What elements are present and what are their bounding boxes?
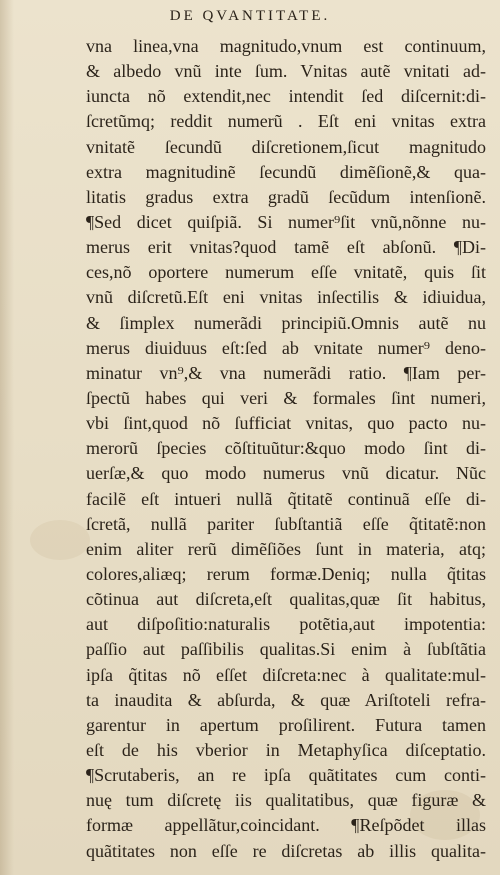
text-line: merus erit vnitas?quod tamẽ eſt abſonũ. ¶Di- xyxy=(86,237,486,258)
text-line: & albedo vnũ inte ſum. Vnitas autẽ vnitati ad- xyxy=(86,61,486,82)
text-line: uerſæ,& quo modo numerus vnũ dicatur. Nũc xyxy=(86,463,486,484)
text-line: nuę tum diſcretę iis qualitatibus, quæ figuræ & xyxy=(86,790,486,811)
text-line: ta inaudita & abſurda, & quæ Ariſtoteli refra- xyxy=(86,689,486,710)
text-line: garentur in apertum proſilirent. Futura tamen xyxy=(86,714,486,735)
text-line: ¶Sed dicet quiſpiã. Si numer⁹ſit vnũ,nõnne nu- xyxy=(86,211,486,232)
text-line: minatur vn⁹,& vna numerãdi ratio. ¶Iam per- xyxy=(86,362,486,383)
body-text xyxy=(86,34,486,864)
text-line: ces,nõ oportere numerum eſſe vnitatẽ, quis ſit xyxy=(86,262,486,283)
text-line: cõtinua aut diſcreta,eſt qualitas,quæ ſit habitus, xyxy=(86,589,486,610)
text-line: merorũ ſpecies cõſtituũtur:&quo modo ſint di- xyxy=(86,438,486,459)
text-line: ſcretũmq; reddit numerũ . Eſt eni vnitas extra xyxy=(86,111,486,132)
paper-stain xyxy=(30,520,90,560)
text-line: formæ appellãtur,coincidant. ¶Reſpõdet illas xyxy=(86,815,486,836)
text-line: vbi ſint,quod nõ ſufficiat vnitas, quo pacto nu- xyxy=(86,413,486,434)
running-head: DE QVANTITATE. xyxy=(169,8,331,24)
text-line: ¶Scrutaberis, an re ipſa quãtitates cum conti- xyxy=(86,765,486,786)
text-line: litatis gradus extra gradũ ſecũdum intenſionẽ. xyxy=(86,186,486,207)
text-line: facilẽ eſt intueri nullã q̃titatẽ continuã eſſe di- xyxy=(86,488,486,509)
text-line: extra magnitudinẽ ſecundũ dimẽſionẽ,& qua- xyxy=(86,161,486,182)
text-line: colores,aliæq; rerum formæ.Deniq; nulla q̃titas xyxy=(86,563,486,584)
page-gutter-shadow xyxy=(0,0,14,875)
text-line: eſt de his vberior in Metaphyſica diſceptatio. xyxy=(86,739,486,760)
text-line: quãtitates non eſſe re diſcretas ab illis qualita- xyxy=(86,840,486,861)
text-line: vna linea,vna magnitudo,vnum est continuum, xyxy=(86,36,486,56)
text-line: aut diſpoſitio:naturalis potẽtia,aut impotentia: xyxy=(86,614,486,635)
text-line: ſcretã, nullã pariter ſubſtantiã eſſe q̃titatẽ:non xyxy=(86,513,486,534)
text-line: iuncta nõ extendit,nec intendit ſed diſcernit:di- xyxy=(86,86,486,107)
text-line: vnitatẽ ſecundũ diſcretionem,ſicut magnitudo xyxy=(86,136,486,157)
text-line: ipſa q̃titas nõ eſſet diſcreta:nec à qualitate:mul- xyxy=(86,664,486,685)
text-line: paſſio aut paſſibilis qualitas.Si enim à ſubſtãtia xyxy=(86,639,486,660)
text-line: merus diuiduus eſt:ſed ab vnitate numer⁹ deno- xyxy=(86,337,486,358)
text-line: enim aliter rerũ dimẽſiões ſunt in materia, atq; xyxy=(86,538,486,559)
text-line: vnũ diſcretũ.Eſt eni vnitas inſectilis & idiuidua, xyxy=(86,287,486,308)
text-line: & ſimplex numerãdi principiũ.Omnis autẽ nu xyxy=(86,312,486,333)
text-line: ſpectũ habes qui veri & formales ſint numeri, xyxy=(86,387,486,408)
